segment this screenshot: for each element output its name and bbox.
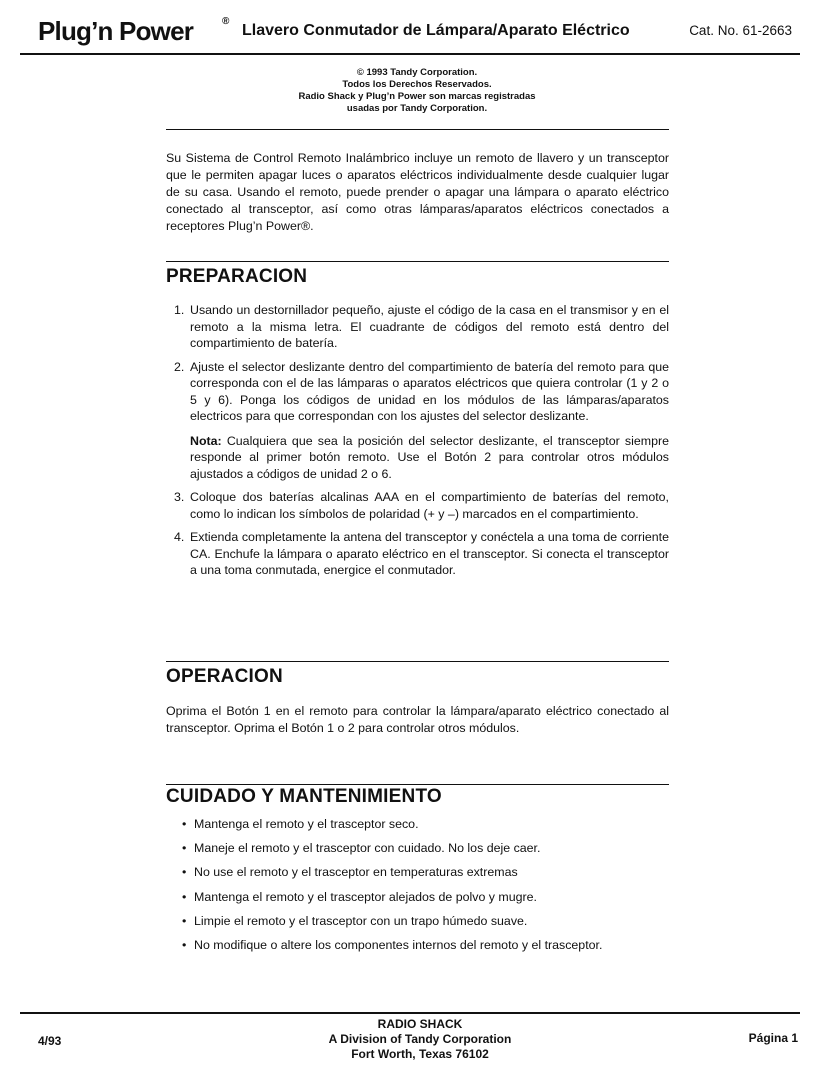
step-text: Extienda completamente la antena del transceptor y conéctela a una toma de corriente CA. Enchufe la lámpara o aparato eléctrico en el transceptor. Si conecta el transceptor a una toma conmutada, energice el conmutador. bbox=[190, 530, 669, 577]
care-list bbox=[182, 816, 682, 961]
section-title-preparacion: PREPARACION bbox=[166, 266, 308, 287]
care-item-text: Mantenga el remoto y el trasceptor alejados de polvo y mugre. bbox=[194, 889, 537, 904]
setup-steps bbox=[174, 302, 669, 586]
note-text: Cualquiera que sea la posición del selector deslizante, el transceptor siempre responde al primer botón remoto. Use el Botón 2 para controlar otros módulos ajustados a códigos de unidad 2 o 6. bbox=[190, 433, 669, 481]
document-title: Llavero Conmutador de Lámpara/Aparato Eléctrico bbox=[242, 22, 630, 39]
list-item bbox=[174, 359, 669, 483]
list-item bbox=[182, 937, 682, 953]
bullet-icon: • bbox=[182, 865, 187, 880]
publisher-address: Fort Worth, Texas 76102 bbox=[351, 1047, 489, 1061]
bullet-icon: • bbox=[182, 937, 187, 952]
footer-divider bbox=[20, 1012, 800, 1014]
section-divider bbox=[166, 661, 669, 662]
copyright-line: Radio Shack y Plug’n Power son marcas registradas bbox=[298, 91, 536, 102]
step-number: 2. bbox=[174, 359, 185, 374]
list-item bbox=[174, 489, 669, 522]
step-text: Coloque dos baterías alcalinas AAA en el compartimiento de baterías del remoto, como lo indican los símbolos de polaridad (+ y –) marcados en el compartimiento. bbox=[190, 490, 669, 521]
bullet-icon: • bbox=[182, 913, 187, 928]
list-item bbox=[182, 816, 682, 832]
section-title-operacion: OPERACION bbox=[166, 666, 283, 687]
step-number: 1. bbox=[174, 303, 185, 317]
copyright-line: Todos los Derechos Reservados. bbox=[342, 79, 492, 90]
footer-publisher bbox=[260, 1017, 580, 1062]
step-number: 3. bbox=[174, 490, 185, 504]
intro-paragraph: Su Sistema de Control Remoto Inalámbrico incluye un remoto de llavero y un transceptor que le permiten apagar luces o aparatos eléctricos individualmente desde cualquier lugar de su casa. Usando el remoto, puede prender o apagar una lámpara o aparato eléctrico conectado al transceptor, así como otras lámparas/aparatos eléctricos conectados a receptores Plug’n Power®. bbox=[166, 151, 669, 233]
list-item bbox=[182, 889, 682, 905]
copyright-line: usadas por Tandy Corporation. bbox=[346, 103, 488, 114]
bullet-icon: • bbox=[182, 817, 187, 831]
bullet-icon: • bbox=[182, 889, 187, 904]
list-item bbox=[182, 913, 682, 929]
care-item-text: No use el remoto y el trasceptor en temperaturas extremas bbox=[194, 865, 518, 880]
list-item bbox=[174, 302, 669, 352]
copyright-line: © 1993 Tandy Corporation. bbox=[356, 67, 478, 78]
note bbox=[190, 433, 669, 483]
list-item bbox=[182, 864, 682, 880]
section-divider bbox=[166, 129, 669, 130]
section-divider bbox=[166, 784, 669, 785]
list-item bbox=[174, 529, 669, 579]
step-text: Ajuste el selector deslizante dentro del compartimiento de batería del remoto para que corresponda con el de las lámparas o aparatos eléctricos que quiera controlar (1 y 2 o 5 y 6). Ponga los códigos de unidad en los módulos de las lámparas/aparatos electricos para que correspondan con los ajustes del selector deslizante. bbox=[190, 359, 669, 423]
brand-logo: Plug’n Power bbox=[38, 16, 194, 46]
header-divider bbox=[20, 53, 800, 55]
bullet-icon: • bbox=[182, 841, 187, 856]
operation-paragraph: Oprima el Botón 1 en el remoto para controlar la lámpara/aparato eléctrico conectado al transceptor. Oprima el Botón 1 o 2 para controlar otros módulos. bbox=[166, 704, 669, 735]
catalog-number: Cat. No. 61-2663 bbox=[689, 23, 792, 38]
section-divider bbox=[166, 261, 669, 262]
section-title-cuidado: CUIDADO Y MANTENIMIENTO bbox=[166, 786, 442, 807]
publisher-division: A Division of Tandy Corporation bbox=[328, 1032, 512, 1046]
step-number: 4. bbox=[174, 530, 185, 544]
note-label: Nota: bbox=[190, 433, 222, 448]
page-header bbox=[38, 14, 792, 50]
care-item-text: No modifique o altere los componentes internos del remoto y el trasceptor. bbox=[194, 937, 603, 952]
list-item bbox=[182, 840, 682, 856]
publisher-name: RADIO SHACK bbox=[377, 1017, 463, 1031]
care-item-text: Mantenga el remoto y el trasceptor seco. bbox=[194, 817, 419, 831]
registered-mark: ® bbox=[222, 16, 230, 27]
care-item-text: Maneje el remoto y el trasceptor con cuidado. No los deje caer. bbox=[194, 841, 541, 856]
page-number: Página 1 bbox=[748, 1031, 798, 1045]
footer-date: 4/93 bbox=[38, 1034, 62, 1048]
care-item-text: Limpie el remoto y el trasceptor con un trapo húmedo suave. bbox=[194, 913, 528, 928]
copyright-notice bbox=[166, 67, 668, 115]
step-text: Usando un destornillador pequeño, ajuste el código de la casa en el transmisor y en el remoto a la misma letra. El cuadrante de códigos del remoto está dentro del compartimiento de batería. bbox=[190, 303, 669, 350]
